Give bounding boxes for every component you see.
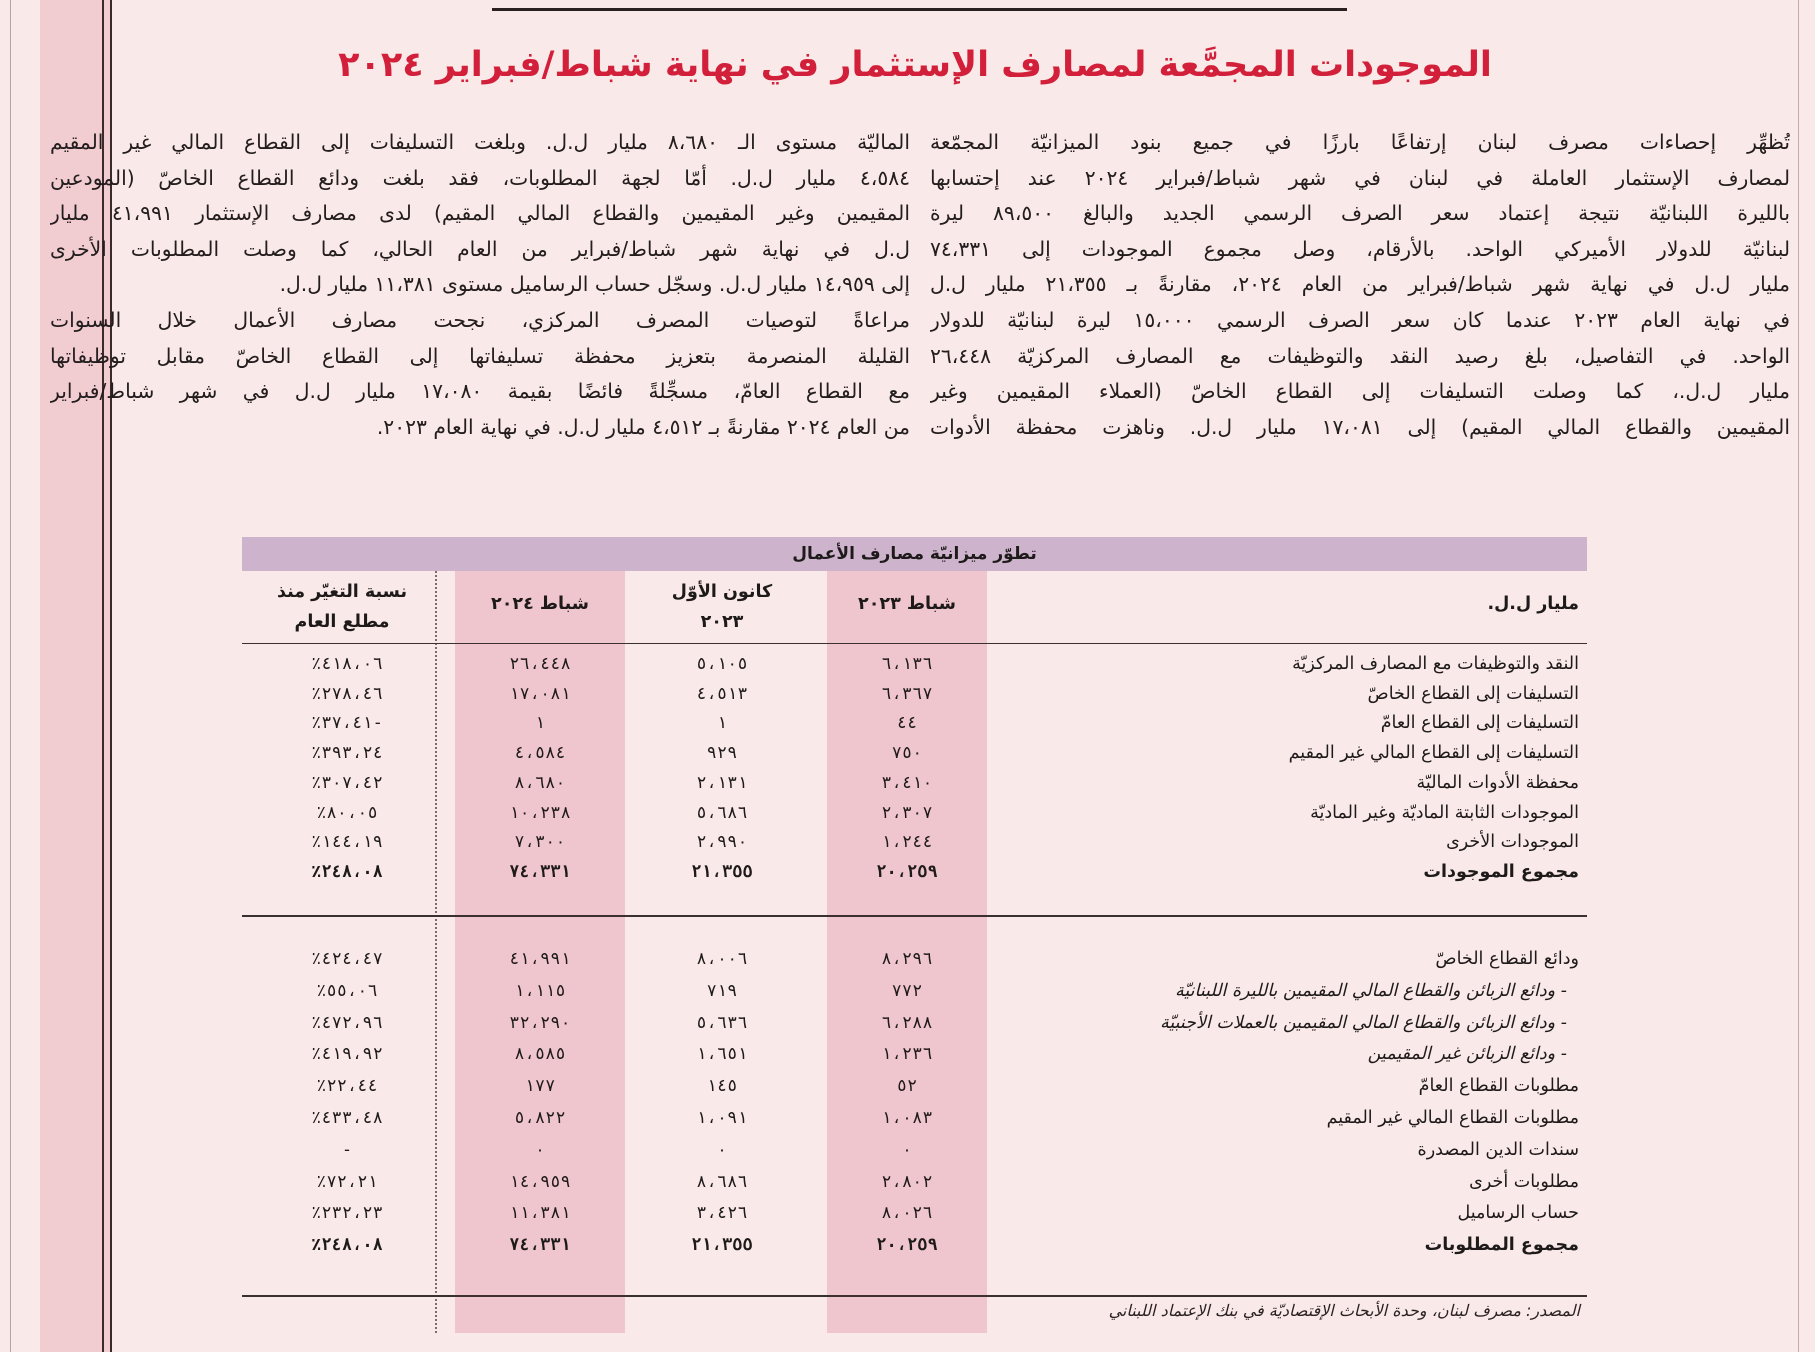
table-row	[242, 942, 1587, 976]
cell-dec2023: ١	[716, 713, 728, 734]
cell-feb2023: ٥٢	[896, 1076, 918, 1097]
cell-feb2023: ١،٠٨٣	[881, 1108, 933, 1128]
cell-change: ١٤٤،١٩٪	[311, 832, 383, 853]
cell-dec2023: ٥،٦٨٦	[696, 802, 748, 823]
cell-dec2023: ٩٢٩	[706, 743, 738, 764]
row-label: مطلوبات القطاع العامّ	[1418, 1076, 1579, 1097]
text-line: المقيمين وغير المقيمين والقطاع المالي المقيم) لدى مصارف الإستثمار ٤١،٩٩١ مليار	[50, 201, 910, 226]
row-label: سندات الدين المصدرة	[1417, 1139, 1579, 1160]
cell-feb2024: ١٠،٢٣٨	[509, 802, 571, 823]
cell-dec2023: ٨،٦٨٦	[696, 1171, 748, 1192]
header-label: مليار ل.ل.	[1487, 594, 1579, 614]
cell-dec2023: ٢١،٣٥٥	[691, 1235, 753, 1256]
row-label: الموجودات الأخرى	[1446, 832, 1579, 853]
text-line: مليار ل.ل.، كما وصلت التسليفات إلى القطاع الخاصّ (العملاء المقيمين وغير	[930, 379, 1790, 404]
cell-feb2023: ٢٠،٢٥٩	[876, 1235, 938, 1256]
total-row	[242, 855, 1587, 889]
cell-dec2023: ٢١،٣٥٥	[691, 861, 753, 882]
row-label: التسليفات إلى القطاع العامّ	[1380, 713, 1579, 734]
cell-dec2023: ٠	[716, 1139, 728, 1160]
balance-sheet-table	[242, 537, 1587, 1333]
table-row	[242, 1069, 1587, 1103]
article-right-column	[930, 125, 1790, 445]
cell-dec2023: ٧١٩	[706, 980, 738, 1001]
cell-change: ٣٠٧،٤٢٪	[311, 772, 383, 793]
cell-change: ٢٣٢،٢٣٪	[311, 1203, 383, 1224]
cell-feb2024: ١٤،٩٥٩	[509, 1171, 571, 1192]
cell-feb2024: ١،١١٥	[514, 980, 566, 1001]
cell-change: ٢٢،٤٤٪	[316, 1076, 378, 1097]
cell-feb2024: ١١،٣٨١	[509, 1203, 571, 1224]
text-line: مليار ل.ل في نهاية شهر شباط/فبراير من العام ٢٠٢٤، مقارنةً بـ ٢١،٣٥٥ مليار ل.ل	[930, 272, 1790, 297]
cell-change: ٤٣٣،٤٨٪	[311, 1108, 383, 1128]
cell-feb2023: ١،٢٤٤	[881, 832, 933, 853]
cell-feb2023: ٦،٣٦٧	[881, 683, 933, 704]
cell-feb2024: ٨،٥٨٥	[514, 1044, 566, 1065]
cell-feb2023: ٠	[901, 1139, 913, 1160]
cell-change: ٧٢،٢١٪	[316, 1171, 378, 1192]
cell-feb2024: ١٧٧	[524, 1076, 556, 1097]
cell-feb2023: ٦،٢٨٨	[881, 1012, 933, 1033]
table-row	[242, 1196, 1587, 1230]
cell-change: -	[341, 1139, 353, 1160]
cell-feb2023: ٨،٠٢٦	[881, 1203, 933, 1224]
cell-change: ٣٩٣،٢٤٪	[311, 743, 383, 764]
cell-dec2023: ١٤٥	[706, 1076, 738, 1097]
cell-change: ٤١٨،٠٦٪	[311, 654, 383, 674]
cell-dec2023: ١،٦٥١	[696, 1044, 748, 1065]
cell-feb2024: ٠	[534, 1139, 546, 1160]
cell-feb2024: ١	[534, 713, 546, 734]
cell-feb2024: ٨،٦٨٠	[514, 772, 566, 793]
cell-dec2023: ٥،١٠٥	[696, 654, 748, 674]
cell-feb2023: ٤٤	[896, 713, 918, 734]
cell-feb2023: ٢٠،٢٥٩	[876, 861, 938, 882]
cell-feb2023: ٣،٤١٠	[881, 772, 933, 793]
cell-feb2024: ٥،٨٢٢	[514, 1108, 566, 1128]
row-label: مجموع المطلوبات	[1424, 1235, 1579, 1256]
cell-feb2024: ٤١،٩٩١	[509, 949, 571, 969]
total-row	[242, 1228, 1587, 1262]
cell-dec2023: ٢،٩٩٠	[696, 832, 748, 853]
cell-dec2023: ١،٠٩١	[696, 1108, 748, 1128]
cell-feb2024: ٧،٣٠٠	[514, 832, 566, 853]
text-line: تُظهِّر إحصاءات مصرف لبنان إرتفاعًا بارزًا في جميع بنود الميزانيّة المجمّعة	[930, 130, 1790, 154]
left-margin-line	[10, 0, 11, 1352]
cell-feb2024: ٧٤،٣٣١	[509, 1235, 571, 1256]
table-row	[242, 1101, 1587, 1135]
row-label: النقد والتوظيفات مع المصارف المركزيّة	[1292, 654, 1579, 674]
cell-feb2024: ٢٦،٤٤٨	[509, 654, 571, 674]
bottom-rule	[242, 1295, 1587, 1297]
table-row	[242, 1133, 1587, 1167]
cell-feb2023: ٧٥٠	[891, 743, 923, 764]
text-line: لمصارف الإستثمار العاملة في لبنان في شهر شباط/فبراير ٢٠٢٤ عند إحتسابها	[930, 165, 1790, 190]
cell-change: ٨٠،٠٥٪	[316, 802, 378, 823]
top-rule	[492, 8, 1347, 11]
text-line: مع القطاع العامّ، مسجِّلةً فائضًا بقيمة ١٧،٠٨٠ مليار ل.ل في شهر شباط/فبراير	[50, 379, 910, 404]
header-rule	[242, 643, 1587, 644]
cell-change: ٢٤٨،٠٨٪	[311, 861, 383, 882]
row-label: محفظة الأدوات الماليّة	[1416, 772, 1579, 793]
row-label: التسليفات إلى القطاع المالي غير المقيم	[1288, 743, 1579, 764]
text-line: الواحد. في التفاصيل، بلغ رصيد النقد والتوظيفات مع المصارف المركزيّة ٢٦،٤٤٨	[930, 343, 1790, 368]
cell-feb2024: ٧٤،٣٣١	[509, 861, 571, 882]
cell-dec2023: ٨،٠٠٦	[696, 949, 748, 969]
header-feb2024: شباط ٢٠٢٤	[491, 594, 589, 614]
header-dec2023: كانون الأوّل ٢٠٢٣	[671, 582, 773, 632]
cell-change: ٤٢٤،٤٧٪	[311, 949, 383, 969]
row-label: حساب الرساميل	[1457, 1203, 1579, 1224]
row-label: - ودائع الزبائن غير المقيمين	[1367, 1044, 1567, 1065]
cell-dec2023: ٣،٤٢٦	[696, 1203, 748, 1224]
table-caption: تطوّر ميزانيّة مصارف الأعمال	[242, 537, 1587, 571]
cell-feb2024: ١٧،٠٨١	[509, 683, 571, 704]
cell-change: -٣٧،٤١٪	[311, 713, 383, 734]
cell-change: ٢٤٨،٠٨٪	[311, 1235, 383, 1256]
text-line: المقيمين والقطاع المالي المقيم) إلى ١٧،٠٨١ مليار ل.ل. وناهزت محفظة الأدوات	[930, 414, 1790, 439]
cell-feb2023: ٧٧٢	[891, 980, 923, 1001]
row-label: التسليفات إلى القطاع الخاصّ	[1367, 683, 1579, 704]
table-row	[242, 1006, 1587, 1040]
article-left-column	[50, 125, 910, 445]
header-change: نسبة التغيّر منذ مطلع العام	[276, 582, 408, 632]
cell-feb2024: ٣٢،٢٩٠	[509, 1012, 571, 1033]
cell-feb2023: ٦،١٣٦	[881, 654, 933, 674]
cell-change: ٥٥،٠٦٪	[316, 980, 378, 1001]
row-label: مطلوبات القطاع المالي غير المقيم	[1326, 1108, 1579, 1128]
page-title: الموجودات المجمَّعة لمصارف الإستثمار في نهاية شباط/فبراير ٢٠٢٤	[338, 45, 1492, 85]
header-feb2023: شباط ٢٠٢٣	[858, 594, 956, 614]
cell-feb2023: ٨،٢٩٦	[881, 949, 933, 969]
table-row	[242, 1037, 1587, 1071]
text-line: من العام ٢٠٢٤ مقارنةً بـ ٤،٥١٢ مليار ل.ل. في نهاية العام ٢٠٢٣.	[376, 414, 910, 439]
cell-change: ٤٧٢،٩٦٪	[311, 1012, 383, 1033]
cell-change: ٢٧٨،٤٦٪	[311, 683, 383, 704]
row-label: - ودائع الزبائن والقطاع المالي المقيمين بالليرة اللبنانيّة	[1175, 980, 1567, 1001]
row-label: مطلوبات أخرى	[1469, 1171, 1579, 1192]
text-line: إلى ١٤،٩٥٩ مليار ل.ل. وسجّل حساب الرساميل مستوى ١١،٣٨١ مليار ل.ل.	[279, 272, 910, 297]
text-line: مراعاةً لتوصيات المصرف المركزي، نجحت مصارف الأعمال خلال السنوات	[50, 307, 910, 332]
text-line: ٤،٥٨٤ مليار ل.ل. أمّا لجهة المطلوبات، فقد بلغت ودائع القطاع الخاصّ (المودعين	[50, 165, 910, 190]
text-line: في نهاية العام ٢٠٢٣ عندما كان سعر الصرف الرسمي ١٥،٠٠٠ ليرة لبنانيّة للدولار	[930, 307, 1790, 332]
text-line: القليلة المنصرمة بتعزيز محفظة تسليفاتها إلى القطاع الخاصّ مقابل توظيفاتها	[50, 343, 910, 368]
row-label: الموجودات الثابتة الماديّة وغير الماديّة	[1310, 802, 1579, 823]
cell-dec2023: ٤،٥١٣	[696, 683, 748, 704]
section-rule	[242, 915, 1587, 917]
text-line: ل.ل في نهاية شهر شباط/فبراير من العام الحالي، كما وصلت المطلوبات الأخرى	[50, 236, 910, 261]
cell-dec2023: ٢،١٣١	[696, 772, 748, 793]
source-note: المصدر: مصرف لبنان، وحدة الأبحاث الإقتصاديّة في بنك الإعتماد اللبناني	[1108, 1301, 1580, 1320]
text-line: بالليرة اللبنانيّة نتيجة إعتماد سعر الصرف الرسمي الجديد والبالغ ٨٩،٥٠٠ ليرة	[930, 201, 1790, 226]
text-line: لبنانيّة للدولار الأميركي الواحد. بالأرقام، وصل مجموع الموجودات إلى ٧٤،٣٣١	[930, 236, 1790, 261]
cell-feb2024: ٤،٥٨٤	[514, 743, 566, 764]
text-line: الماليّة مستوى الـ ٨،٦٨٠ مليار ل.ل. وبلغت التسليفات إلى القطاع المالي غير المقيم	[50, 130, 910, 154]
cell-feb2023: ٢،٣٠٧	[881, 802, 933, 823]
row-label: ودائع القطاع الخاصّ	[1435, 949, 1579, 969]
cell-dec2023: ٥،٦٣٦	[696, 1012, 748, 1033]
cell-feb2023: ٢،٨٠٢	[881, 1171, 933, 1192]
cell-change: ٤١٩،٩٢٪	[311, 1044, 383, 1065]
table-row	[242, 974, 1587, 1008]
row-label: مجموع الموجودات	[1423, 861, 1579, 882]
table-row	[242, 1165, 1587, 1199]
row-label: - ودائع الزبائن والقطاع المالي المقيمين بالعملات الأجنبيّة	[1159, 1012, 1567, 1033]
cell-feb2023: ١،٢٣٦	[881, 1044, 933, 1065]
right-margin-line	[1798, 0, 1799, 1352]
